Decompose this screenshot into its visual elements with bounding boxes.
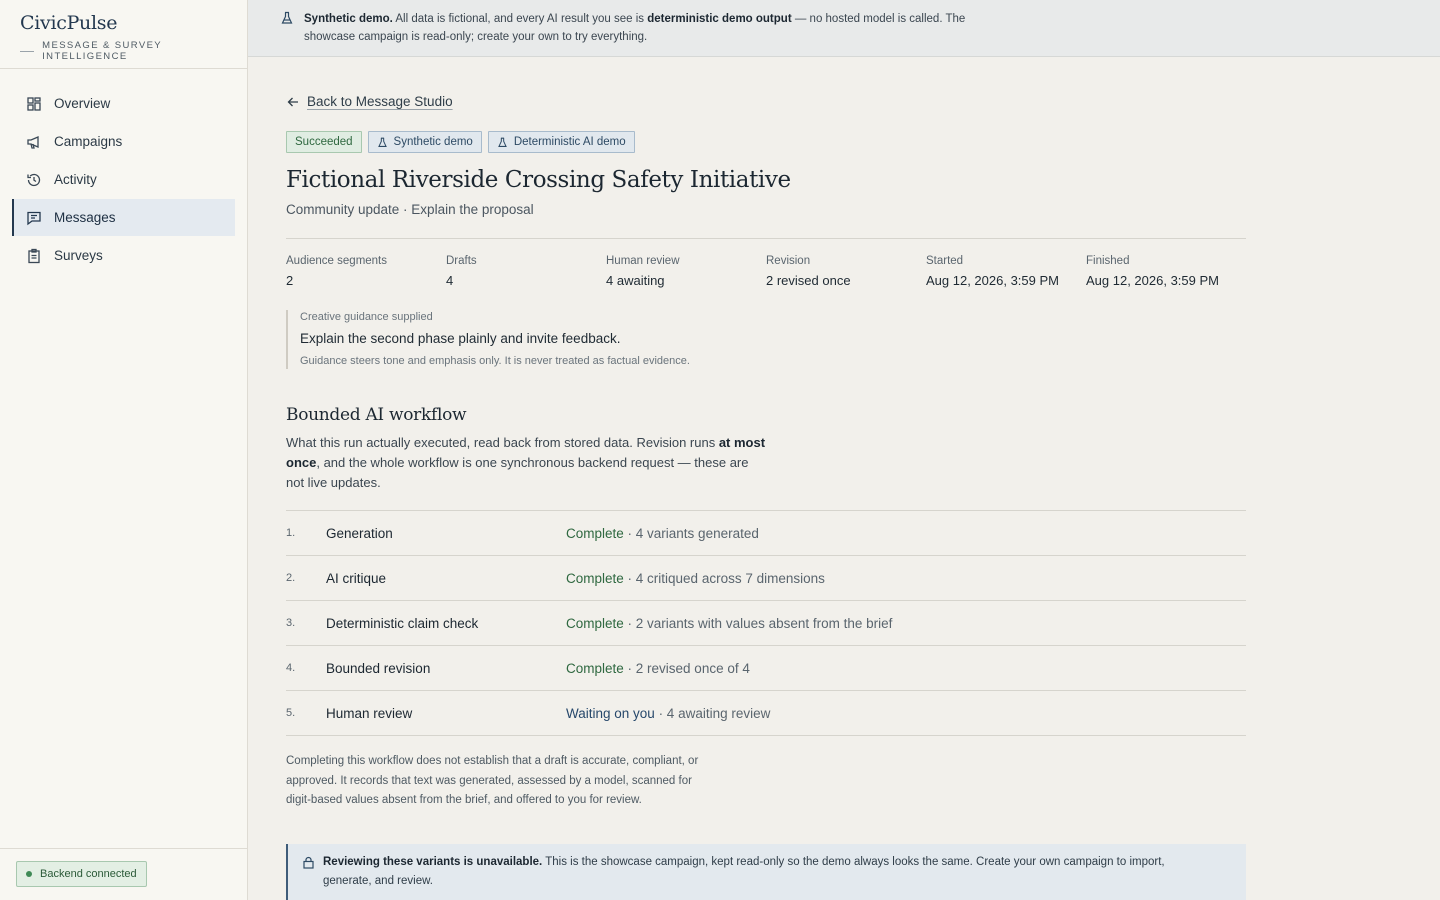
- step-number: 3.: [286, 617, 296, 629]
- backend-status-badge: [16, 861, 147, 887]
- workflow-description: [286, 433, 766, 493]
- banner-text-2: — no hosted model is called. The showcase campaign is read-only; create your own to try everything.: [304, 13, 966, 43]
- tagline-text: MESSAGE & SURVEY INTELLIGENCE: [42, 40, 162, 62]
- stat-revision: [766, 255, 926, 288]
- guidance-note: Guidance steers tone and emphasis only. It is never treated as factual evidence.: [300, 355, 690, 367]
- sidebar: [0, 0, 248, 900]
- workflow-desc-2: , and the whole workflow is one synchronous backend request — these are not live updates.: [286, 455, 749, 490]
- step-name: AI critique: [326, 570, 387, 586]
- sidebar-footer: [0, 848, 247, 900]
- step-status: [566, 571, 825, 586]
- workflow-steps: [286, 510, 1246, 736]
- banner-text: [304, 10, 1004, 56]
- workflow-step-human-review: [286, 691, 1246, 736]
- step-detail: · 4 critiqued across 7 dimensions: [623, 570, 825, 586]
- stat-value: 4 awaiting: [606, 273, 665, 288]
- stat-label: Drafts: [446, 255, 477, 267]
- step-status: [566, 661, 750, 676]
- workflow-step-generation: [286, 511, 1246, 556]
- creative-guidance: [286, 310, 1246, 369]
- stat-label: Started: [926, 255, 964, 267]
- review-unavailable-notice: [286, 844, 1246, 900]
- step-status: [566, 526, 759, 541]
- stat-label: Audience segments: [286, 255, 388, 267]
- lock-icon: [302, 856, 315, 869]
- sidebar-nav: [0, 85, 247, 274]
- dashboard-icon: [26, 96, 42, 112]
- step-state: Complete: [566, 615, 624, 631]
- step-name: Bounded revision: [326, 660, 431, 676]
- step-status: [566, 616, 892, 631]
- stat-value: Aug 12, 2026, 3:59 PM: [926, 273, 1059, 288]
- stat-drafts: [446, 255, 606, 288]
- flask-icon: [497, 137, 508, 148]
- demo-banner: [248, 0, 1440, 57]
- workflow-step-bounded-revision: [286, 646, 1246, 691]
- step-state: Complete: [566, 525, 624, 541]
- notice-body: This is the showcase campaign, kept read-only so the demo always looks the same. Create your own campaign to import, generate, and review.: [323, 855, 1165, 887]
- stat-value: 2 revised once: [766, 273, 851, 288]
- sidebar-item-label: Overview: [54, 96, 111, 111]
- app-tagline: [20, 40, 227, 62]
- main-content: [286, 57, 1246, 900]
- step-detail: · 2 variants with values absent from the brief: [623, 615, 893, 631]
- banner-strong: deterministic demo output: [647, 13, 792, 25]
- step-name: Human review: [326, 705, 413, 721]
- sidebar-item-overview[interactable]: [12, 85, 235, 122]
- sidebar-item-surveys[interactable]: [12, 237, 235, 274]
- step-detail: · 4 variants generated: [623, 525, 759, 541]
- stat-value: Aug 12, 2026, 3:59 PM: [1086, 273, 1219, 288]
- run-badges: [286, 131, 1246, 153]
- history-icon: [26, 172, 42, 188]
- stat-human-review: [606, 255, 766, 288]
- step-status: [566, 706, 770, 721]
- flask-icon: [377, 137, 388, 148]
- stat-finished: [1086, 255, 1246, 288]
- step-state: Waiting on you: [566, 705, 655, 721]
- stat-audience-segments: [286, 255, 446, 288]
- page-subtitle: Community update · Explain the proposal: [286, 202, 534, 217]
- notice-lead: Reviewing these variants is unavailable.: [323, 855, 543, 868]
- tagline-rule: [20, 51, 34, 52]
- workflow-heading: Bounded AI workflow: [286, 405, 467, 425]
- step-detail: · 2 revised once of 4: [623, 660, 750, 676]
- deterministic-ai-label: Deterministic AI demo: [513, 136, 626, 148]
- workflow-disclaimer: Completing this workflow does not establish that a draft is accurate, compliant, or approved. It records that text was generated, assessed by a model, scanned for digit-based values absent from the brief, and offered to you for review.: [286, 755, 699, 806]
- page-title: Fictional Riverside Crossing Safety Initiative: [286, 167, 791, 193]
- brand: [0, 0, 247, 69]
- stat-started: [926, 255, 1086, 288]
- sidebar-item-campaigns[interactable]: [12, 123, 235, 160]
- sidebar-item-messages[interactable]: [12, 199, 235, 236]
- synthetic-demo-badge: [368, 131, 482, 153]
- stat-value: 2: [286, 273, 294, 288]
- step-number: 2.: [286, 572, 296, 584]
- backend-status-text: Backend connected: [40, 868, 137, 880]
- step-name: Generation: [326, 525, 393, 541]
- run-stats: [286, 238, 1246, 288]
- workflow-step-ai-critique: [286, 556, 1246, 601]
- step-number: 4.: [286, 662, 296, 674]
- sidebar-item-label: Messages: [54, 210, 116, 225]
- sidebar-item-activity[interactable]: [12, 161, 235, 198]
- step-name: Deterministic claim check: [326, 615, 479, 631]
- status-dot-icon: [26, 871, 32, 877]
- stat-label: Revision: [766, 255, 811, 267]
- megaphone-icon: [26, 134, 42, 150]
- flask-icon: [280, 11, 294, 25]
- back-link-label: Back to Message Studio: [307, 94, 453, 109]
- step-state: Complete: [566, 570, 624, 586]
- arrow-left-icon: [286, 95, 300, 109]
- stat-value: 4: [446, 273, 454, 288]
- clipboard-icon: [26, 248, 42, 264]
- sidebar-item-label: Activity: [54, 172, 97, 187]
- stat-label: Finished: [1086, 255, 1130, 267]
- banner-text-1: All data is fictional, and every AI result you see is: [392, 13, 648, 25]
- status-badge: Succeeded: [286, 131, 362, 153]
- step-state: Complete: [566, 660, 624, 676]
- stat-label: Human review: [606, 255, 680, 267]
- message-icon: [26, 210, 42, 226]
- step-number: 1.: [286, 527, 296, 539]
- step-number: 5.: [286, 707, 296, 719]
- sidebar-item-label: Campaigns: [54, 134, 123, 149]
- notice-text: [323, 853, 1216, 900]
- synthetic-demo-label: Synthetic demo: [393, 136, 473, 148]
- deterministic-ai-badge: [488, 131, 635, 153]
- workflow-desc-1: What this run actually executed, read back from stored data. Revision runs: [286, 435, 719, 450]
- workflow-desc-strong: at most once: [286, 435, 766, 470]
- back-link[interactable]: [286, 94, 1246, 109]
- guidance-text: Explain the second phase plainly and invite feedback.: [300, 331, 621, 346]
- workflow-step-claim-check: [286, 601, 1246, 646]
- banner-lead: Synthetic demo.: [304, 13, 393, 25]
- sidebar-item-label: Surveys: [54, 248, 103, 263]
- guidance-label: Creative guidance supplied: [300, 311, 433, 323]
- app-logo[interactable]: CivicPulse: [20, 12, 118, 34]
- step-detail: · 4 awaiting review: [654, 705, 771, 721]
